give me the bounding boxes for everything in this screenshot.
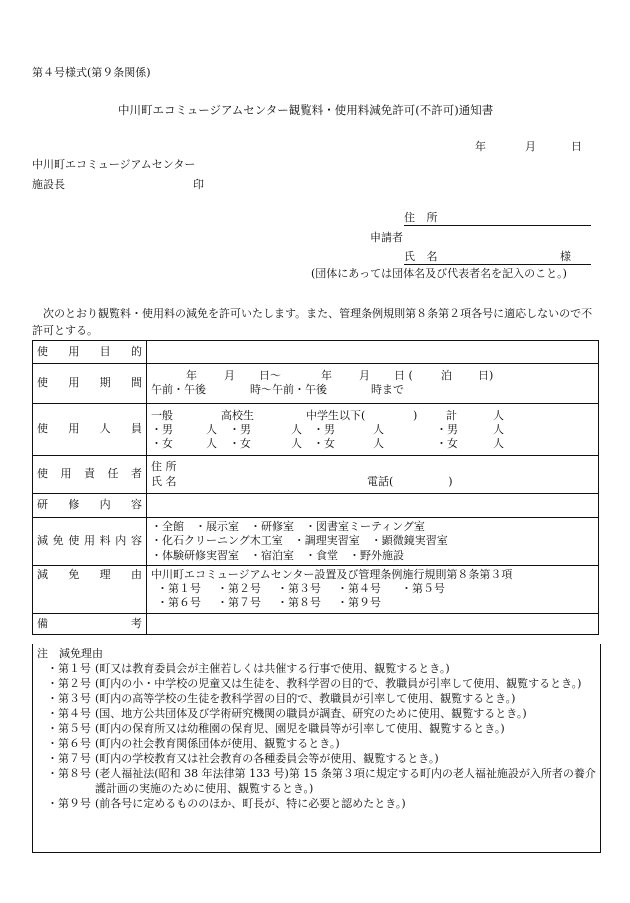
female-total: ・女 — [436, 436, 458, 450]
manager-name-line — [151, 475, 594, 489]
female-junior-unit: 人 — [373, 436, 384, 450]
period-start-year: 年 — [186, 369, 197, 383]
people-header-line — [151, 409, 594, 423]
date-day[interactable]: 日 — [571, 140, 582, 153]
people-female-line — [151, 437, 594, 451]
male-general: ・男 — [151, 422, 173, 436]
label-char: 内 — [115, 534, 127, 548]
manager-value[interactable] — [147, 456, 599, 494]
manager-address: 住 所 — [151, 460, 177, 474]
note-text: (町内の社会教育関係団体が使用、観覧するとき。) — [95, 737, 340, 750]
period-value[interactable] — [147, 364, 599, 404]
label-char: 用 — [68, 344, 80, 358]
period-days: 日) — [478, 369, 494, 383]
period-nights: 泊 — [441, 369, 452, 383]
date-year[interactable]: 年 — [475, 140, 486, 153]
director-label: 施設長 — [32, 178, 65, 191]
notes-list — [37, 661, 596, 811]
remarks-label — [33, 614, 147, 635]
purpose-row — [33, 341, 599, 364]
reason-items-line-1 — [151, 582, 594, 596]
manager-name: 氏 名 — [151, 474, 177, 488]
female-general: ・女 — [151, 436, 173, 450]
period-end-year: 年 — [321, 369, 332, 383]
female-high: ・女 — [229, 436, 251, 450]
people-label — [33, 404, 147, 456]
intro-paragraph: 次のとおり観覧料・使用料の減免を許可いたします。また、管理条例規則第８条第２項各号に適応しないので不許可とする。 — [32, 307, 593, 337]
period-label — [33, 364, 147, 404]
address-label: 住 所 — [404, 211, 442, 224]
note-text: (町内の学校教育又は社会教育の各種委員会等が使用、観覧するとき。) — [95, 752, 439, 765]
intro-text — [32, 305, 599, 339]
reason-row — [33, 566, 599, 614]
label-char: 使 — [37, 376, 48, 390]
label-char: 間 — [130, 376, 142, 390]
facilities-value[interactable] — [147, 518, 599, 566]
facilities-line-2: ・化石クリーニング木工室 ・調理実習室 ・顕微鏡実習室 — [151, 534, 448, 548]
note-text: (前各号に定めるもののほか、町長が、特に必要と認めたとき。) — [95, 797, 406, 810]
note-text: (町内の小・中学校の児童又は生徒を、教科学習の目的で、教職員が引率して使用、観覧するとき。) — [95, 677, 582, 690]
reason-item-2[interactable]: ・第２号 — [217, 582, 261, 596]
female-high-unit: 人 — [291, 436, 302, 450]
label-char: 者 — [131, 467, 142, 481]
female-total-unit: 人 — [493, 436, 504, 450]
manager-label-text — [37, 467, 142, 481]
label-char: 減 — [37, 568, 48, 581]
reason-item-5[interactable]: ・第５号 — [401, 582, 445, 596]
facilities-row — [33, 518, 599, 566]
remarks-value[interactable] — [147, 614, 599, 635]
label-char: 使 — [37, 467, 48, 481]
period-start-month: 月 — [224, 369, 235, 383]
label-char: 容 — [130, 498, 142, 512]
note-code: ・第３号 — [47, 692, 91, 705]
label-char: 的 — [130, 344, 142, 358]
org-name: 中川町エコミュージアムセンター — [32, 158, 196, 171]
note-item — [37, 751, 596, 766]
reason-item-4[interactable]: ・第４号 — [337, 582, 381, 596]
honorific: 様 — [560, 250, 571, 263]
reason-item-7[interactable]: ・第７号 — [217, 596, 261, 610]
training-label — [33, 494, 147, 518]
people-high-school: 高校生 — [221, 408, 254, 422]
applicant-label: 申請者 — [370, 231, 403, 244]
male-general-unit: 人 — [206, 422, 217, 436]
male-junior-unit: 人 — [373, 422, 384, 436]
label-char: 免 — [68, 568, 80, 581]
note-item — [37, 766, 596, 796]
name-field[interactable] — [404, 250, 591, 265]
label-char: 内 — [99, 498, 111, 512]
period-row — [33, 364, 599, 404]
reason-label — [33, 566, 147, 614]
label-char: 用 — [68, 422, 80, 436]
period-start-day: 日〜 — [259, 369, 281, 383]
training-row — [33, 494, 599, 518]
note-code: ・第８号 — [47, 767, 91, 780]
note-text: (町内の保育所又は幼稚園の保育児、園児を職員等が引率して使用、観覧するとき。) — [95, 722, 505, 735]
period-date-line — [151, 369, 594, 383]
manager-label — [33, 456, 147, 494]
label-char: 使 — [37, 344, 48, 358]
facilities-label-text — [37, 534, 142, 548]
note-item — [37, 676, 596, 691]
label-char: 目 — [99, 344, 111, 358]
period-time-line: 午前・午後 時〜午前・午後 時まで — [151, 383, 404, 397]
training-label-text — [37, 498, 142, 512]
male-total-unit: 人 — [493, 422, 504, 436]
label-char: 員 — [130, 422, 142, 436]
seal-mark: 印 — [193, 178, 204, 191]
note-code: ・第５号 — [47, 722, 91, 735]
period-end-month: 月 — [359, 369, 370, 383]
label-char: 減 — [37, 534, 48, 548]
note-text: (町内の高等学校の生徒を教科学習の目的で、教職員が引率して使用、観覧するとき。) — [95, 692, 516, 705]
label-char: 容 — [130, 534, 142, 548]
remarks-label-text — [37, 617, 142, 631]
facilities-line-3: ・体験研修実習室 ・宿泊室 ・食堂 ・野外施設 — [151, 548, 404, 562]
label-char: 用 — [60, 467, 72, 481]
people-total: 計 — [446, 408, 457, 422]
note-item — [37, 691, 596, 706]
label-char: 備 — [37, 616, 48, 630]
people-junior-close: ) — [413, 408, 418, 422]
purpose-label — [33, 341, 147, 364]
people-male-line — [151, 423, 594, 437]
facilities-line-1: ・全館 ・展示室 ・研修室 ・図書室ミーティング室 — [151, 520, 425, 534]
purpose-value[interactable] — [147, 341, 599, 364]
name-label: 氏 名 — [404, 250, 442, 263]
document-title: 中川町エコミュージアムセンター観覧料・使用料減免許可(不許可)通知書 — [118, 103, 494, 117]
note-item — [37, 721, 596, 736]
label-char: 研 — [37, 498, 48, 512]
application-table — [32, 340, 599, 635]
manager-phone: 電話( ) — [367, 474, 453, 488]
label-char: 任 — [107, 467, 119, 481]
reason-item-6[interactable]: ・第６号 — [157, 596, 201, 610]
reason-item-9[interactable]: ・第９号 — [337, 596, 381, 610]
label-char: 理 — [99, 568, 111, 581]
purpose-label-text — [37, 345, 142, 359]
note-item — [37, 796, 596, 811]
period-end-day: 日 ( — [394, 369, 413, 383]
notes-header: 注 減免理由 — [37, 647, 103, 660]
male-total: ・男 — [436, 422, 458, 436]
label-char: 人 — [99, 422, 111, 436]
reason-value[interactable] — [147, 566, 599, 614]
label-char: 責 — [84, 467, 95, 481]
label-char: 期 — [99, 376, 111, 390]
label-char: 使 — [68, 534, 80, 548]
note-item — [37, 706, 596, 721]
label-char: 修 — [68, 498, 80, 512]
date-month[interactable]: 月 — [525, 140, 536, 153]
note-code: ・第６号 — [47, 737, 91, 750]
label-char: 用 — [83, 534, 95, 548]
label-char: 免 — [52, 534, 64, 548]
note-code: ・第９号 — [47, 797, 91, 810]
people-value[interactable] — [147, 404, 599, 456]
remarks-row — [33, 614, 599, 635]
label-char: 用 — [68, 376, 80, 390]
reason-items-line-2 — [151, 596, 594, 610]
reason-item-1[interactable]: ・第１号 — [157, 582, 201, 596]
note-text: (国、地方公共団体及び学術研究機関の職員が調査、研究のために使用、観覧するとき。) — [95, 707, 527, 720]
note-text: (町又は教育委員会が主催若しくは共催する行事で使用、観覧するとき。) — [95, 662, 450, 675]
reason-item-8[interactable]: ・第８号 — [277, 596, 321, 610]
facilities-label — [33, 518, 147, 566]
reason-title: 中川町エコミュージアムセンター設置及び管理条例施行規則第８条第３項 — [151, 568, 513, 581]
female-general-unit: 人 — [206, 436, 217, 450]
note-item — [37, 736, 596, 751]
group-note: (団体にあっては団体名及び代表者名を記入のこと。) — [311, 267, 567, 280]
male-high: ・男 — [229, 422, 251, 436]
people-general: 一般 — [151, 408, 173, 422]
form-number: 第４号様式(第９条関係) — [32, 66, 151, 79]
label-char: 考 — [131, 616, 142, 630]
period-label-text — [37, 376, 142, 390]
manager-row — [33, 456, 599, 494]
reason-label-text — [37, 568, 142, 582]
reason-item-3[interactable]: ・第３号 — [277, 582, 321, 596]
male-junior: ・男 — [313, 422, 335, 436]
address-field[interactable] — [404, 211, 591, 226]
notes-section — [32, 644, 601, 853]
label-char: 由 — [130, 568, 142, 581]
note-code: ・第１号 — [47, 662, 91, 675]
male-high-unit: 人 — [291, 422, 302, 436]
note-text: (老人福祉法(昭和 38 年法律第 133 号)第 15 条第３項に規定する町内の老人福祉施設が入所者の養介護計画の実施のために使用、観覧するとき。) — [95, 767, 596, 795]
label-char: 使 — [37, 422, 48, 436]
people-row — [33, 404, 599, 456]
label-char: 料 — [99, 534, 111, 548]
training-value[interactable] — [147, 494, 599, 518]
note-code: ・第２号 — [47, 677, 91, 690]
people-total-unit: 人 — [493, 408, 504, 422]
people-junior: 中学生以下( — [306, 408, 366, 422]
female-junior: ・女 — [313, 436, 335, 450]
people-label-text — [37, 422, 142, 436]
note-code: ・第４号 — [47, 707, 91, 720]
note-code: ・第７号 — [47, 752, 91, 765]
note-item — [37, 661, 596, 676]
